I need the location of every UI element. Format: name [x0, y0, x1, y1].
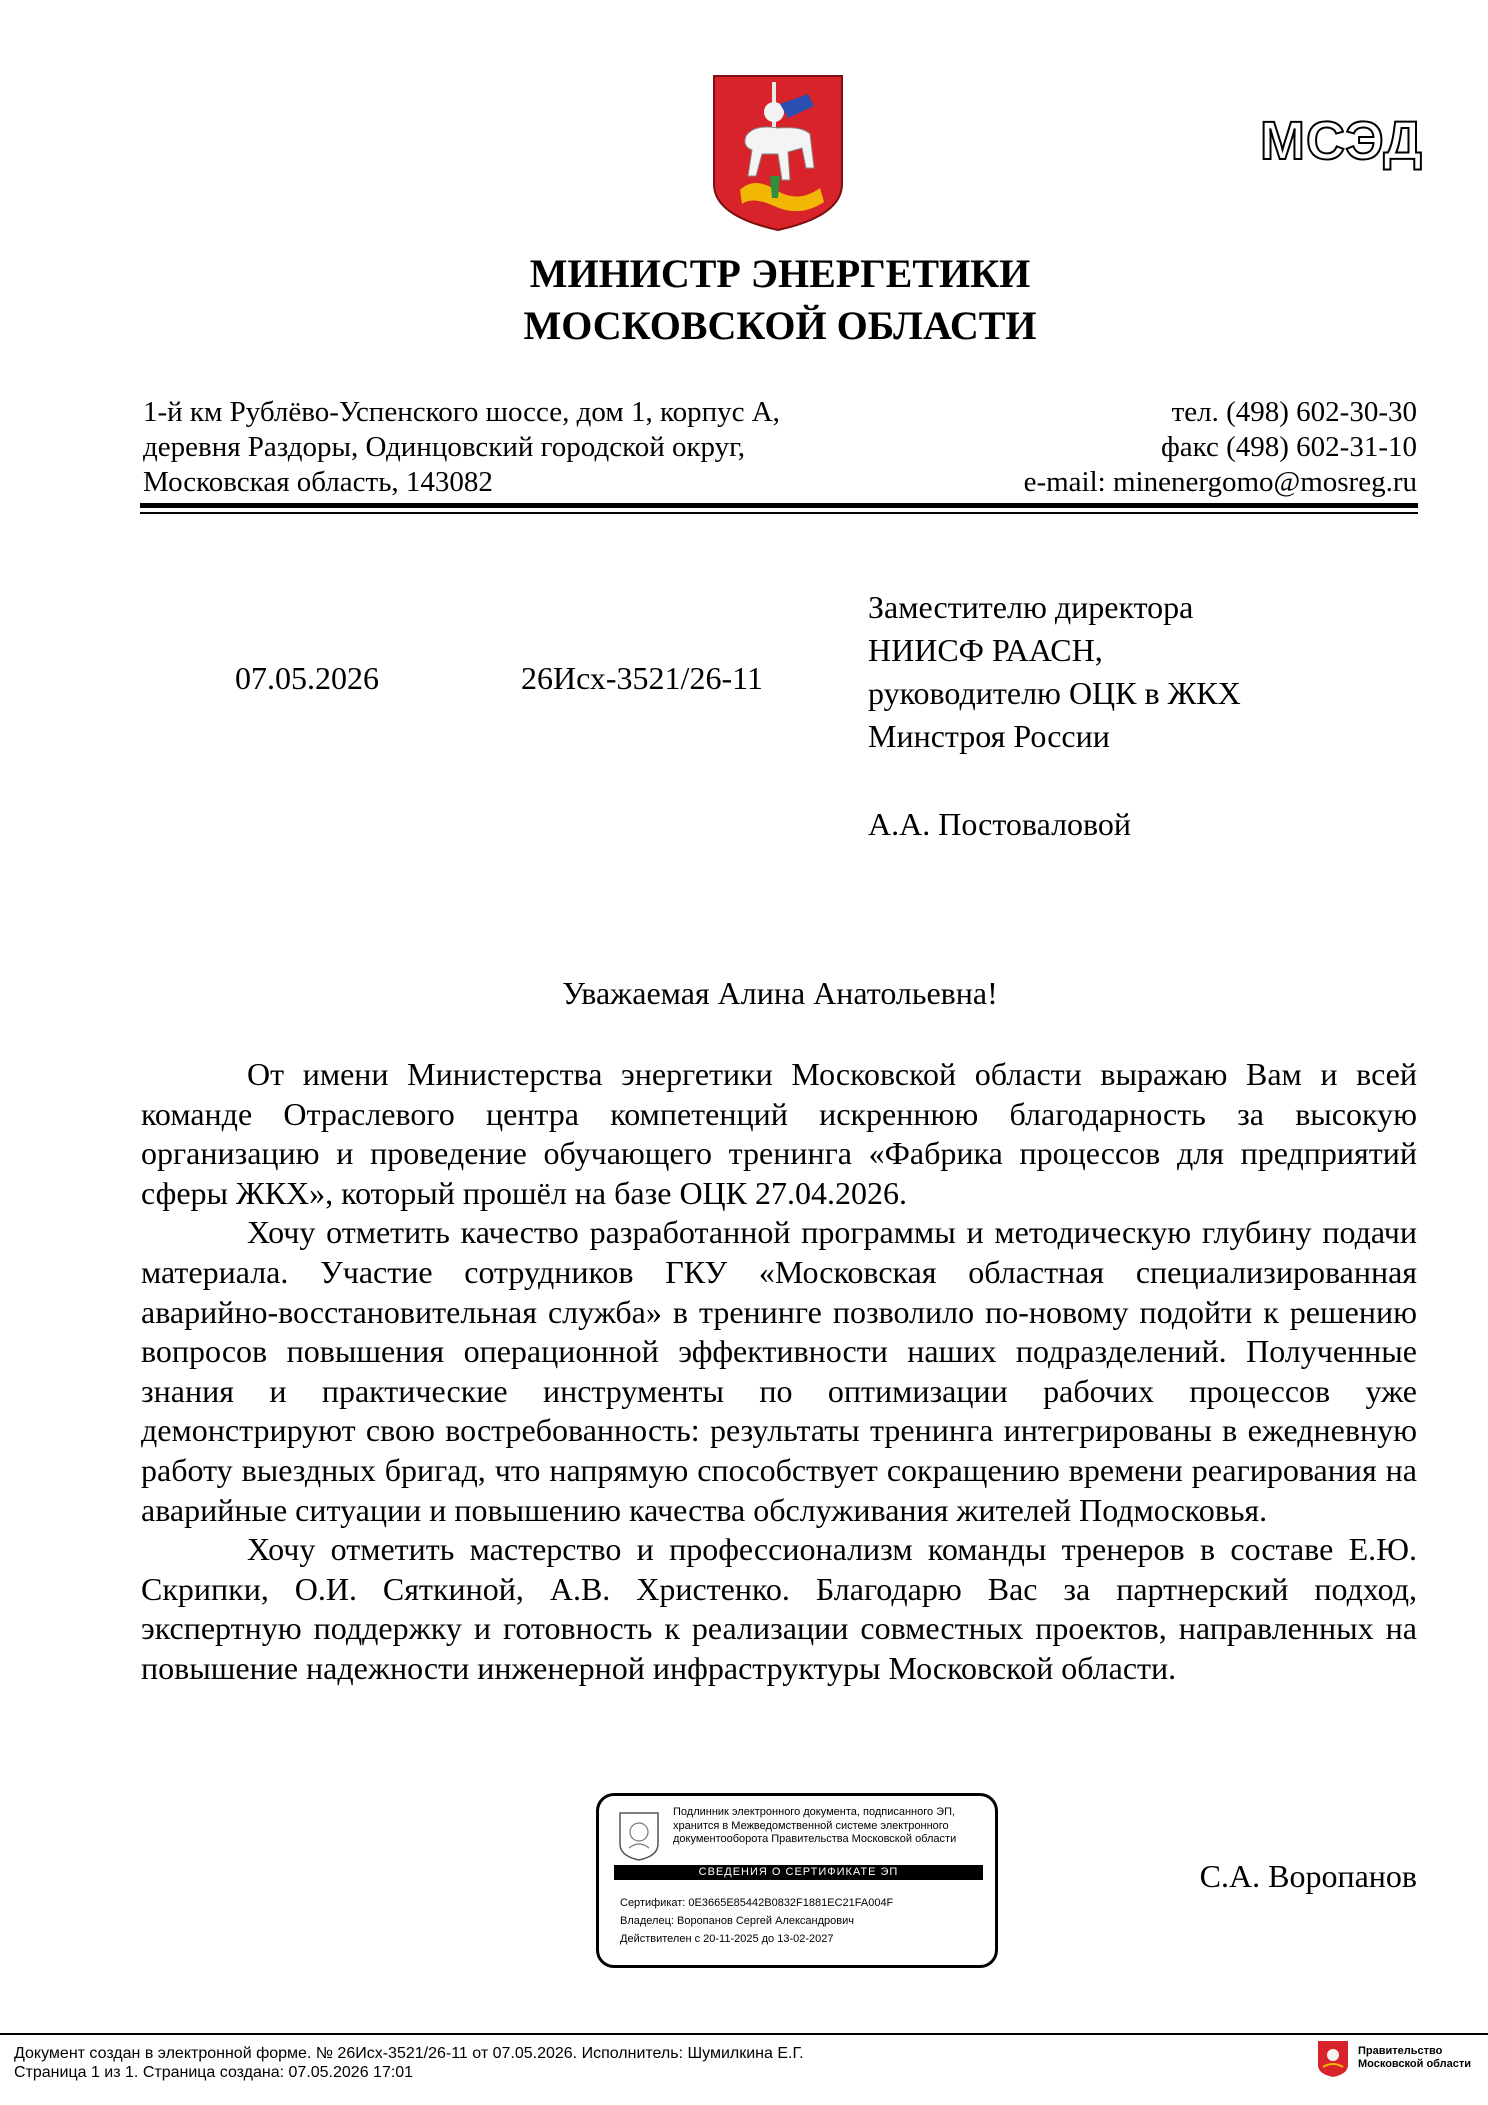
letter-body [141, 1055, 1417, 1689]
stamp-header-line: хранится в Межведомственной системе электронного [673, 1819, 949, 1832]
email-address: e-mail: minenergomo@mosreg.ru [1023, 466, 1417, 498]
salutation: Уважаемая Алина Анатольевна! [562, 975, 998, 1011]
msed-mark: МСЭД [1260, 111, 1423, 171]
stamp-certificate-owner: Владелец: Воропанов Сергей Александрович [620, 1915, 854, 1927]
stamp-header-line: Подлинник электронного документа, подписанного ЭП, [673, 1806, 956, 1818]
stamp-header [673, 1806, 993, 1847]
recipient-block [868, 586, 1241, 758]
ministry-contacts [1024, 395, 1417, 500]
recipient-line: Минстроя России [868, 718, 1110, 754]
address-line: деревня Раздоры, Одинцовский городской округ, [143, 431, 746, 463]
fax-number: факс (498) 602-31-10 [1160, 431, 1417, 463]
government-label-line: Московской области [1358, 2058, 1472, 2070]
signer-name: С.А. Воропанов [1199, 1858, 1417, 1894]
stamp-certificate-validity: Действителен с 20-11-2025 до 13-02-2027 [620, 1933, 834, 1945]
registration-date: 07.05.2026 [235, 660, 379, 696]
electronic-signature-stamp [596, 1793, 998, 1968]
government-label [1358, 2045, 1471, 2071]
coat-of-arms-icon [710, 72, 846, 232]
ministry-title-line2: МОСКОВСКОЙ ОБЛАСТИ [523, 303, 1037, 348]
recipient-line: руководителю ОЦК в ЖКХ [868, 675, 1241, 711]
document-footer [14, 2044, 804, 2082]
address-line: 1-й км Рублёво-Успенского шоссе, дом 1, корпус А, [143, 396, 780, 428]
stamp-certificate-number: Сертификат: 0E3665E85442B0832F1881EC21FA004F [620, 1897, 894, 1909]
registration-number: 26Исх-3521/26-11 [521, 660, 763, 696]
letter-paragraph: Хочу отметить мастерство и профессионализм команды тренеров в составе Е.Ю. Скрипки, О.И. Сяткиной, А.В. Христенко. Благодарю Вас за партнерский подход, экспертную поддержку и готовность к реализации совместных проектов, направленных на повышение надежности инженерной инфраструктуры Московской области. [141, 1531, 1417, 1686]
government-label-line: Правительство [1358, 2045, 1443, 2057]
stamp-emblem-icon [617, 1810, 661, 1862]
footer-line: Документ создан в электронной форме. № 26Исх-3521/26-11 от 07.05.2026. Исполнитель: Шумилкина Е.Г. [14, 2045, 804, 2062]
stamp-header-line: документооборота Правительства Московской области [673, 1833, 957, 1845]
phone-number: тел. (498) 602-30-30 [1171, 396, 1417, 428]
stamp-certificate-bar: СВЕДЕНИЯ О СЕРТИФИКАТЕ ЭП [614, 1865, 983, 1880]
address-line: Московская область, 143082 [143, 466, 493, 498]
footer-line: Страница 1 из 1. Страница создана: 07.05.2026 17:01 [14, 2064, 414, 2081]
recipient-name: А.А. Постоваловой [868, 806, 1132, 842]
footer-divider [0, 2033, 1488, 2035]
government-emblem-icon [1316, 2039, 1350, 2079]
header-divider [140, 503, 1418, 508]
recipient-line: НИИСФ РААСН, [868, 632, 1103, 668]
letter-paragraph: Хочу отметить качество разработанной программы и методическую глубину подачи материала. Участие сотрудников ГКУ «Московская областная специализированная аварийно-восстановительная служба» в тренинге позволило по-новому подойти к решению вопросов повышения операционной эффективности наших подразделений. Полученные знания и практические инструменты по оптимизации рабочих процессов уже демонстрируют свою востребованность: результаты тренинга интегрированы в ежедневную работу выездных бригад, что напрямую способствует сокращению времени реагирования на аварийные ситуации и повышению качества обслуживания жителей Подмосковья. [141, 1214, 1417, 1528]
header-divider-thin [140, 512, 1418, 514]
letter-paragraph: От имени Министерства энергетики Московской области выражаю Вам и всей команде Отраслевого центра компетенций искреннюю благодарность за высокую организацию и проведение обучающего тренинга «Фабрика процессов для предприятий сферы ЖКХ», который прошёл на базе ОЦК 27.04.2026. [141, 1056, 1417, 1211]
recipient-line: Заместителю директора [868, 589, 1194, 625]
ministry-title-line1: МИНИСТР ЭНЕРГЕТИКИ [529, 251, 1031, 296]
ministry-address [143, 395, 780, 500]
